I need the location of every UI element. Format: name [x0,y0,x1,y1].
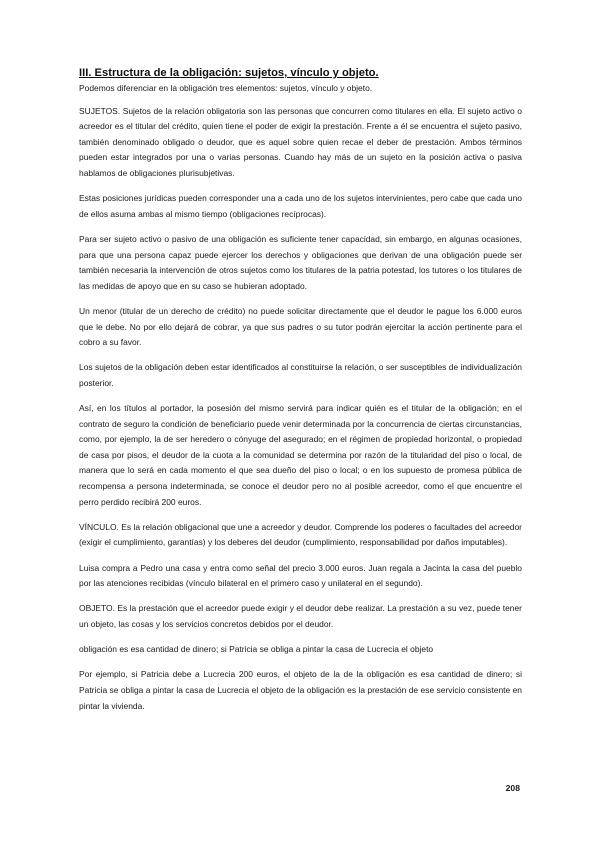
paragraph-lead: OBJETO. [79,603,115,614]
paragraph-lead: VÍNCULO. [79,521,119,532]
paragraph-lead: SUJETOS. [79,105,121,116]
paragraph-objeto [79,601,522,632]
page-content [79,66,522,724]
paragraph-text: Luisa compra a Pedro una casa y entra como señal del precio 3.000 euros. Juan regala a Jacinta la casa del pueblo por las atenciones recibidas (vínculo bilateral en el primero caso y unilateral en el segundo). [79,562,522,589]
paragraph-vinculo [79,520,522,551]
paragraph-text: Los sujetos de la obligación deben estar identificados al constituirse la relación, o ser susceptibles de individualización posterior. [79,362,522,388]
paragraph-sujetos [79,104,522,182]
page-number: 208 [505,783,520,793]
paragraph-text: Estas posiciones jurídicas pueden corresponder una a cada uno de los sujetos intervinientes, pero cabe que cada uno de ellos asuma ambas al mismo tiempo (obligaciones recíprocas). [79,193,522,219]
paragraph [79,191,522,222]
paragraph [79,232,522,294]
section-heading: III. Estructura de la obligación: sujetos, vínculo y objeto. [79,67,379,79]
paragraph [79,642,522,658]
intro-paragraph: Podemos diferenciar en la obligación tres elementos: sujetos, vínculo y objeto. [79,83,373,93]
paragraph [79,401,522,510]
paragraph [79,360,522,391]
paragraph-text: Por ejemplo, si Patricia debe a Lucrecia 200 euros, el objeto de la de la obligación es esa cantidad de dinero; si Patricia se obliga a pintar la casa de Lucrecia el objeto de la obligación es la prestación de ese servicio consistente en pintar la vivienda. [79,669,522,711]
paragraph-text: Para ser sujeto activo o pasivo de una obligación es suficiente tener capacidad, sin embargo, en algunas ocasiones, para que una persona capaz puede ejercer los derechos y obligaciones que derivan de una obligación puede ser también necesaria la intervención de otros sujetos como los titulares de la patria potestad, los tutores o los titulares de las medidas de apoyo que en su caso se hubieran adoptado. [79,233,522,291]
paragraph-text: obligación es esa cantidad de dinero; si Patricia se obliga a pintar la casa de Lucrecia el objeto [79,644,434,655]
paragraph [79,304,522,351]
paragraph [79,667,522,714]
paragraph-text: Sujetos de la relación obligatoria son las personas que concurren como titulares en ella. El sujeto activo o acreedor es el titular del crédito, quien tiene el poder de exigir la prestación. Frente a él se encuentra el sujeto pasivo, también denominado obligado o deudor, que es aquel sobre quien recae el deber de prestación. Ambos términos pueden estar integrados por una o varias personas. Cuando hay más de un sujeto en la posición activa o pasiva hablamos de obligaciones plurisubjetivas. [79,105,522,178]
paragraph [79,561,522,592]
paragraph-text: Un menor (titular de un derecho de crédito) no puede solicitar directamente que el deudor le pague los 6.000 euros que le debe. No por ello dejará de cobrar, ya que sus padres o su tutor podrán ejercitar la acción pertinente para el cobro a su favor. [79,305,522,348]
paragraph-text: Es la prestación que el acreedor puede exigir y el deudor debe realizar. La prestación a su vez, puede tener un objeto, las cosas y los servicios concretos debidos por el deudor. [79,603,522,629]
paragraph-text: Así, en los títulos al portador, la posesión del mismo servirá para indicar quién es el titular de la obligación; en el contrato de seguro la condición de beneficiario puede venir determinada por la concurrencia de ciertas circunstancias, como, por ejemplo, la de ser heredero o cónyuge del asegurado; en el régimen de propiedad horizontal, o propiedad de casa por pisos, el deudor de la cuota a la comunidad se determina por razón de la titularidad del piso o local, de manera que lo será en cada momento el que sea dueño del piso o local; o en los supuesto de promesa pública de recompensa a persona indeterminada, se conoce el deudor pero no al posible acreedor, como el que encuentre el perro perdido recibirá 200 euros. [79,403,522,507]
paragraph-text: Es la relación obligacional que une a acreedor y deudor. Comprende los poderes o facultades del acreedor (exigir el cumplimiento, garantías) y los deberes del deudor (cumplimiento, responsabilidad por daños imputables). [79,521,522,548]
